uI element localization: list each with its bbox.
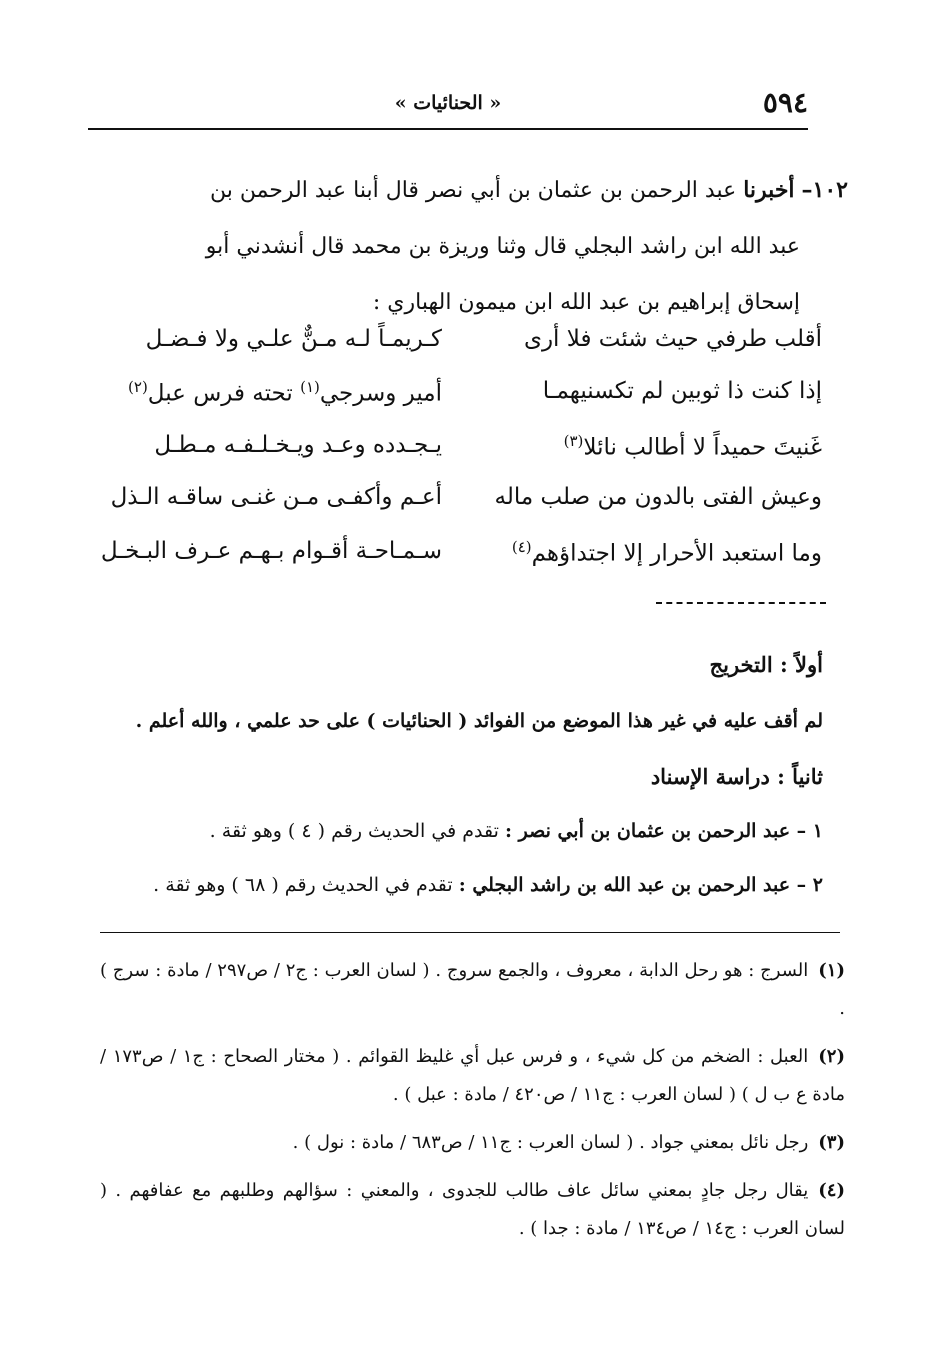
verse-second-hemistich [102,378,442,407]
footnote-ref: (٢) [128,378,148,396]
poem-verse-2 [102,378,822,428]
takhrij-text: لم أقف عليه في غير هذا الموضع من الفوائد ( الحنائيات ) على حد علمي ، والله أعلم . [135,710,823,732]
page-header [88,84,808,124]
footnote-text: العبل : الضخم من كل شيء ، و فرس عبل أي غليظ القوائم . ( مختار الصحاح : ج١ / ص١٧٣ / مادة ع ب ل ) ( لسان العرب : ج١١ / ص٤٢٠ / مادة : عبل ) . [100,1046,845,1105]
poem-verse-5 [102,538,822,588]
footnote-1 [100,952,845,1028]
running-title: « الحنائيات » [394,92,502,114]
footnote-ref: (٤) [511,538,532,556]
verse-first-hemistich: أقلب طرفي حيث شئت فلا أرى [523,326,822,352]
poem-verse-4 [102,484,822,534]
narration-line-1: عبد الرحمن بن عثمان بن أبي نصر قال أبنا عبد الرحمن بن [209,178,737,203]
verse-second-hemistich: يـجـدده وعـد ويـخـلـفـه مـطـل [154,432,442,458]
poem-verse-3 [102,432,822,482]
footnote-mark: (١) [818,960,845,981]
narrator-name: ١ – عبد الرحمن بن عثمان بن أبي نصر : [504,820,823,842]
poem-verse-1 [102,326,822,376]
isnad-item-2 [100,874,823,896]
isnad-item-1 [100,820,823,842]
footnote-ref: (٣) [563,432,584,450]
verse-first-hemistich [462,538,822,567]
isnad-heading: ثانياً : دراسة الإسناد [650,764,823,789]
hemistich-part: تحته فرس عبل [147,380,293,407]
narration-line-3: إسحاق إبراهيم بن عبد الله ابن ميمون الهباري : [372,290,800,315]
dashed-separator [656,602,826,604]
hadith-narration [80,162,848,331]
footnote-text: رجل نائل بمعني جواد . ( لسان العرب : ج١١ / ص٦٨٣ / مادة : نول ) . [292,1132,809,1153]
verse-first-hemistich [462,432,822,461]
narrator-name: ٢ – عبد الرحمن بن عبد الله بن راشد البجلي : [458,874,823,896]
verse-second-hemistich: سـمـاحـة أقـوام بـهـم عـرف البـخـل [100,538,442,564]
verse-second-hemistich: كـريمـاً لـه مـنٌّ علـي ولا فـضـل [145,326,442,352]
narration-line-2: عبد الله ابن راشد البجلي قال وثنا وريزة بن محمد قال أنشدني أبو [205,234,800,259]
footnote-ref: (١) [300,378,320,396]
narration-lead-word: أخبرنا [743,177,795,203]
verse-second-hemistich: أعـم وأكفـى مـن غنـى ساقـه الـذل [110,484,442,510]
hadith-number: ١٠٢– [801,177,848,203]
footnote-mark: (٢) [818,1046,845,1067]
hemistich-part: أمير وسرجي [319,380,442,407]
footnote-mark: (٤) [818,1180,845,1201]
footnote-2 [100,1038,845,1114]
footnote-text: يقال رجل جادٍ بمعني سائل عاف طالب للجدوى ، والمعني : سؤالهم وطلبهم مع عفافهم . ( لسان العرب : ج١٤ / ص١٣٤ / مادة : جدا ) . [100,1180,845,1239]
page-number: ٥٩٤ [762,86,808,119]
narrator-note: تقدم في الحديث رقم ( ٤ ) وهو ثقة . [209,820,499,842]
header-rule [88,128,808,130]
takhrij-heading: أولاً : التخريج [709,652,823,677]
footnote-text: السرج : هو رحل الدابة ، معروف ، والجمع سروج . ( لسان العرب : ج٢ / ص٢٩٧ / مادة : سرج ) . [100,960,845,1019]
footnote-mark: (٣) [818,1132,845,1153]
footnote-4 [100,1172,845,1248]
verse-first-hemistich: إذا كنت ذا ثوبين لم تكسنيهمـا [542,378,822,404]
hemistich-part: وما استعبد الأحرار إلا اجتداؤهم [531,540,822,567]
hemistich-part: غَنيتَ حميداً لا أطالب نائلا [583,434,822,461]
footnote-separator [100,932,840,933]
narrator-note: تقدم في الحديث رقم ( ٦٨ ) وهو ثقة . [153,874,453,896]
footnote-3 [100,1124,845,1162]
verse-first-hemistich: وعيش الفتى بالدون من صلب ماله [494,484,822,510]
